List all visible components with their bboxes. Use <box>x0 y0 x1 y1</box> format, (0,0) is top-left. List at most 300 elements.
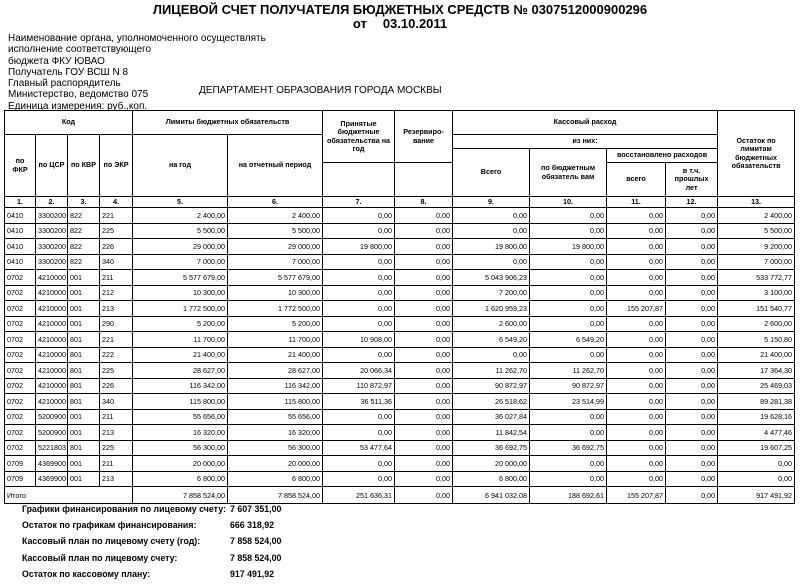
table-row <box>5 456 795 472</box>
table-cell: 0,00 <box>395 270 453 286</box>
table-cell: 4369900 <box>36 456 68 472</box>
table-cell: 0,00 <box>607 254 666 270</box>
table-cell: 0,00 <box>395 239 453 255</box>
table-cell: 2 400,00 <box>133 208 228 224</box>
table-cell: 001 <box>68 409 100 425</box>
table-cell: 0,00 <box>530 208 607 224</box>
table-cell: 222 <box>100 347 133 363</box>
table-cell: 11 700,00 <box>228 332 323 348</box>
table-cell: 20 000,00 <box>133 456 228 472</box>
info-line: Наименование органа, уполномоченного осуществлять <box>8 33 266 44</box>
table-cell: 0702 <box>5 316 36 332</box>
table-cell: 0,00 <box>323 316 395 332</box>
summary-value: 7 607 351,00 <box>230 504 282 514</box>
header-kod: Код <box>5 111 133 135</box>
table-cell: 2 400,00 <box>718 208 795 224</box>
header-of-them: из них: <box>453 135 718 149</box>
table-cell: 801 <box>68 363 100 379</box>
table-cell: 801 <box>68 347 100 363</box>
table-cell: 7 000,00 <box>228 254 323 270</box>
table-cell: 26 518,62 <box>453 394 530 410</box>
table-cell: 212 <box>100 285 133 301</box>
table-cell: 0,00 <box>666 440 718 456</box>
table-cell: 0702 <box>5 425 36 441</box>
table-cell: 19 800,00 <box>530 239 607 255</box>
table-cell: 0702 <box>5 394 36 410</box>
table-cell: 11 700,00 <box>133 332 228 348</box>
table-cell: 53 477,64 <box>323 440 395 456</box>
table-cell: 290 <box>100 316 133 332</box>
table-cell: 19 607,25 <box>718 440 795 456</box>
summary-value: 666 318,92 <box>230 520 275 531</box>
table-row <box>5 378 795 394</box>
table-cell: 0,00 <box>530 316 607 332</box>
header-reserve: Резервиро-вание <box>395 111 453 163</box>
table-cell: 0,00 <box>666 425 718 441</box>
table-cell: 21 400,00 <box>718 347 795 363</box>
totals-cell: 0,00 <box>666 487 718 504</box>
column-number: 10. <box>530 197 607 208</box>
table-cell: 0,00 <box>323 425 395 441</box>
table-cell: 0,00 <box>607 394 666 410</box>
table-cell: 4210000 <box>36 394 68 410</box>
table-cell: 0,00 <box>323 301 395 317</box>
table-cell: 001 <box>68 270 100 286</box>
table-cell: 16 320,00 <box>133 425 228 441</box>
table-cell: 11 842,54 <box>453 425 530 441</box>
totals-cell: 6 941 032,08 <box>453 487 530 504</box>
column-number: 12. <box>666 197 718 208</box>
table-cell: 533 772,77 <box>718 270 795 286</box>
table-cell: 0,00 <box>718 471 795 487</box>
table-cell: 19 800,00 <box>453 239 530 255</box>
table-cell: 0,00 <box>453 208 530 224</box>
table-cell: 20 000,00 <box>228 456 323 472</box>
table-cell: 2 600,00 <box>453 316 530 332</box>
summary-label: Графики финансирования по лицевому счету: <box>22 504 226 514</box>
table-cell: 0702 <box>5 270 36 286</box>
header-fkr: по ФКР <box>5 135 36 197</box>
table-cell: 0,00 <box>323 254 395 270</box>
table-cell: 0,00 <box>666 332 718 348</box>
totals-cell: 155 207,87 <box>607 487 666 504</box>
table-cell: 6 549,20 <box>530 332 607 348</box>
table-cell: 0,00 <box>323 208 395 224</box>
table-cell: 213 <box>100 301 133 317</box>
table-row <box>5 440 795 456</box>
header-limits: Лимиты бюджетных обязательств <box>133 111 323 135</box>
column-number: 1. <box>5 197 36 208</box>
table-cell: 213 <box>100 425 133 441</box>
table-cell: 0,00 <box>666 363 718 379</box>
table-cell: 0,00 <box>530 223 607 239</box>
table-cell: 0,00 <box>666 285 718 301</box>
table-cell: 0,00 <box>453 347 530 363</box>
table-cell: 001 <box>68 425 100 441</box>
header-period: на отчетный период <box>228 135 323 197</box>
table-cell: 3300200 <box>36 239 68 255</box>
table-cell: 29 000,00 <box>133 239 228 255</box>
table-cell: 0,00 <box>395 301 453 317</box>
column-number: 6. <box>228 197 323 208</box>
table-cell: 0,00 <box>530 254 607 270</box>
table-cell: 0,00 <box>323 347 395 363</box>
table-cell: 116 342,00 <box>133 378 228 394</box>
table-cell: 0,00 <box>607 363 666 379</box>
table-cell: 0,00 <box>607 378 666 394</box>
table-cell: 0,00 <box>395 378 453 394</box>
table-row <box>5 223 795 239</box>
date-prefix: от <box>352 16 367 31</box>
table-cell: 5221803 <box>36 440 68 456</box>
table-cell: 4210000 <box>36 378 68 394</box>
table-row <box>5 347 795 363</box>
header-year: на год <box>133 135 228 197</box>
table-cell: 0,00 <box>666 223 718 239</box>
table-cell: 4210000 <box>36 285 68 301</box>
table-cell: 0,00 <box>666 208 718 224</box>
table-cell: 0,00 <box>453 254 530 270</box>
column-number: 3. <box>68 197 100 208</box>
table-cell: 0,00 <box>530 409 607 425</box>
table-cell: 225 <box>100 223 133 239</box>
summary-label: Остаток по графикам финансирования: <box>22 520 197 531</box>
table-cell: 0,00 <box>666 471 718 487</box>
table-cell: 0,00 <box>666 254 718 270</box>
table-cell: 211 <box>100 409 133 425</box>
table-cell: 28 627,00 <box>133 363 228 379</box>
header-info <box>8 33 266 112</box>
table-cell: 7 000,00 <box>718 254 795 270</box>
table-cell: 5200900 <box>36 425 68 441</box>
table-cell: 0410 <box>5 239 36 255</box>
table-cell: 0,00 <box>607 425 666 441</box>
table-cell: 822 <box>68 239 100 255</box>
table-cell: 4210000 <box>36 316 68 332</box>
table-cell: 110 872,97 <box>323 378 395 394</box>
table-cell: 211 <box>100 456 133 472</box>
table-cell: 0,00 <box>323 456 395 472</box>
info-line: исполнение соответствующего <box>8 44 152 56</box>
table-cell: 0,00 <box>530 301 607 317</box>
table-cell: 0,00 <box>607 316 666 332</box>
table-cell: 5 500,00 <box>718 223 795 239</box>
table-cell: 226 <box>100 239 133 255</box>
table-cell: 0,00 <box>718 456 795 472</box>
table-cell: 0,00 <box>607 332 666 348</box>
header-restored-past: в т.ч. прошлых лет <box>666 163 718 197</box>
table-cell: 0,00 <box>666 394 718 410</box>
table-cell: 0,00 <box>530 270 607 286</box>
table-row <box>5 285 795 301</box>
table-row <box>5 270 795 286</box>
column-number: 5. <box>133 197 228 208</box>
table-cell: 340 <box>100 394 133 410</box>
table-cell: 155 207,87 <box>607 301 666 317</box>
column-number: 11. <box>607 197 666 208</box>
table-cell: 801 <box>68 332 100 348</box>
table-cell: 226 <box>100 378 133 394</box>
header-csr: по ЦСР <box>36 135 68 197</box>
totals-cell: 917 491,92 <box>718 487 795 504</box>
table-cell: 0,00 <box>395 223 453 239</box>
totals-cell: 7 858 524,00 <box>133 487 228 504</box>
table-cell: 2 600,00 <box>718 316 795 332</box>
table-cell: 19 628,16 <box>718 409 795 425</box>
table-cell: 0,00 <box>666 456 718 472</box>
column-number: 7. <box>323 197 395 208</box>
table-cell: 0,00 <box>395 471 453 487</box>
table-cell: 10 300,00 <box>228 285 323 301</box>
totals-row <box>5 487 795 504</box>
table-cell: 0,00 <box>530 347 607 363</box>
header-restored-total: всего <box>607 163 666 197</box>
table-row <box>5 394 795 410</box>
table-cell: 4 477,46 <box>718 425 795 441</box>
table-cell: 0,00 <box>453 223 530 239</box>
table-cell: 6 800,00 <box>228 471 323 487</box>
table-cell: 0,00 <box>530 456 607 472</box>
table-cell: 6 800,00 <box>133 471 228 487</box>
table-cell: 3300200 <box>36 223 68 239</box>
header-remainder: Остаток по лимитам бюджетных обязательств <box>718 111 795 197</box>
header-reserve-spacer <box>395 163 453 197</box>
table-cell: 221 <box>100 332 133 348</box>
table-cell: 11 262,70 <box>530 363 607 379</box>
summary-label: Кассовый план по лицевому счету (год): <box>22 536 201 547</box>
table-cell: 4369900 <box>36 471 68 487</box>
table-cell: 822 <box>68 223 100 239</box>
totals-cell: 7 858 524,00 <box>228 487 323 504</box>
table-cell: 001 <box>68 456 100 472</box>
table-cell: 0,00 <box>666 239 718 255</box>
header-cash-total: Всего <box>453 149 530 197</box>
table-cell: 001 <box>68 471 100 487</box>
table-cell: 0410 <box>5 208 36 224</box>
table-cell: 4210000 <box>36 301 68 317</box>
table-cell: 5200900 <box>36 409 68 425</box>
table-cell: 5 150,80 <box>718 332 795 348</box>
table-cell: 0,00 <box>323 409 395 425</box>
table-cell: 20 000,00 <box>453 456 530 472</box>
table-cell: 90 872,97 <box>453 378 530 394</box>
header-kvr: по КВР <box>68 135 100 197</box>
table-row <box>5 471 795 487</box>
column-number: 9. <box>453 197 530 208</box>
table-cell: 822 <box>68 254 100 270</box>
table-cell: 0,00 <box>395 363 453 379</box>
header-by-obligations: по бюджетным обязатель вам <box>530 149 607 197</box>
table-cell: 151 540,77 <box>718 301 795 317</box>
table-cell: 0,00 <box>323 471 395 487</box>
summary-value: 7 858 524,00 <box>230 536 282 547</box>
table-row <box>5 409 795 425</box>
table-cell: 3300200 <box>36 254 68 270</box>
table-cell: 0,00 <box>666 270 718 286</box>
account-table <box>4 110 795 504</box>
table-cell: 5 500,00 <box>228 223 323 239</box>
table-cell: 5 200,00 <box>228 316 323 332</box>
table-cell: 5 043 906,23 <box>453 270 530 286</box>
totals-cell: 188 692,61 <box>530 487 607 504</box>
table-cell: 0,00 <box>395 208 453 224</box>
table-cell: 1 620 959,23 <box>453 301 530 317</box>
table-cell: 16 320,00 <box>228 425 323 441</box>
column-number: 13. <box>718 197 795 208</box>
table-cell: 17 364,30 <box>718 363 795 379</box>
table-cell: 20 066,34 <box>323 363 395 379</box>
table-cell: 7 000,00 <box>133 254 228 270</box>
table-cell: 0,00 <box>395 332 453 348</box>
table-cell: 36 511,36 <box>323 394 395 410</box>
table-cell: 23 514,99 <box>530 394 607 410</box>
table-cell: 1 772 500,00 <box>133 301 228 317</box>
header-cash: Кассовый расход <box>453 111 718 135</box>
table-cell: 0,00 <box>395 409 453 425</box>
table-cell: 0,00 <box>666 409 718 425</box>
table-cell: 0702 <box>5 363 36 379</box>
table-cell: 001 <box>68 301 100 317</box>
table-cell: 4210000 <box>36 363 68 379</box>
table-cell: 1 772 500,00 <box>228 301 323 317</box>
summary-label: Остаток по кассовому плану: <box>22 568 151 579</box>
table-cell: 2 400,00 <box>228 208 323 224</box>
table-cell: 001 <box>68 285 100 301</box>
table-cell: 0,00 <box>395 456 453 472</box>
info-line: Главный распорядитель <box>8 78 121 90</box>
table-cell: 0,00 <box>607 409 666 425</box>
table-cell: 0,00 <box>530 425 607 441</box>
table-cell: 221 <box>100 208 133 224</box>
totals-cell: 0,00 <box>395 487 453 504</box>
table-cell: 0702 <box>5 332 36 348</box>
table-cell: 5 577 679,00 <box>133 270 228 286</box>
table-cell: 0,00 <box>666 301 718 317</box>
column-number: 4. <box>100 197 133 208</box>
table-cell: 19 800,00 <box>323 239 395 255</box>
table-cell: 5 500,00 <box>133 223 228 239</box>
table-cell: 0702 <box>5 378 36 394</box>
table-cell: 28 627,00 <box>228 363 323 379</box>
table-cell: 0,00 <box>607 456 666 472</box>
table-cell: 36 692,75 <box>453 440 530 456</box>
table-row <box>5 208 795 224</box>
summary-label: Кассовый план по лицевому счету: <box>22 552 178 563</box>
table-cell: 6 800,00 <box>453 471 530 487</box>
table-cell: 10 300,00 <box>133 285 228 301</box>
table-cell: 0702 <box>5 409 36 425</box>
table-cell: 0,00 <box>666 316 718 332</box>
table-cell: 6 549,20 <box>453 332 530 348</box>
table-cell: 0,00 <box>666 347 718 363</box>
info-line: бюджета ФКУ ЮВАО <box>8 55 105 67</box>
document-title: ЛИЦЕВОЙ СЧЕТ ПОЛУЧАТЕЛЯ БЮДЖЕТНЫХ СРЕДСТВ № 0307512000900296 <box>152 2 648 17</box>
table-row <box>5 301 795 317</box>
table-cell: 0,00 <box>323 223 395 239</box>
table-cell: 90 872,97 <box>530 378 607 394</box>
table-cell: 0,00 <box>395 316 453 332</box>
table-cell: 0,00 <box>607 270 666 286</box>
table-cell: 0,00 <box>323 285 395 301</box>
table-cell: 0,00 <box>323 270 395 286</box>
table-cell: 5 200,00 <box>133 316 228 332</box>
table-cell: 36 692,75 <box>530 440 607 456</box>
table-cell: 0,00 <box>607 347 666 363</box>
info-line: Министерство, ведомство 075 <box>8 89 149 101</box>
header-accepted-spacer <box>323 163 395 197</box>
totals-cell: 251 636,31 <box>323 487 395 504</box>
table-cell: 3300200 <box>36 208 68 224</box>
column-number-row <box>5 197 795 208</box>
table-cell: 0,00 <box>666 378 718 394</box>
table-cell: 0,00 <box>530 471 607 487</box>
table-cell: 0,00 <box>530 285 607 301</box>
table-row <box>5 316 795 332</box>
info-line: Единица измерения: руб.,коп. <box>8 100 148 112</box>
document-date-line <box>0 17 800 31</box>
table-cell: 822 <box>68 208 100 224</box>
totals-label: Итого <box>5 487 133 504</box>
info-line: Получатель ГОУ ВСШ N 8 <box>8 66 129 78</box>
table-cell: 116 342,00 <box>228 378 323 394</box>
table-row <box>5 332 795 348</box>
table-cell: 36 027,84 <box>453 409 530 425</box>
table-cell: 55 656,00 <box>133 409 228 425</box>
table-cell: 56 300,00 <box>133 440 228 456</box>
table-cell: 225 <box>100 440 133 456</box>
table-cell: 4210000 <box>36 332 68 348</box>
table-cell: 11 262,70 <box>453 363 530 379</box>
table-cell: 115 800,00 <box>228 394 323 410</box>
table-cell: 7 200,00 <box>453 285 530 301</box>
table-cell: 0,00 <box>395 285 453 301</box>
table-cell: 0,00 <box>395 440 453 456</box>
table-cell: 0709 <box>5 471 36 487</box>
header-ekr: по ЭКР <box>100 135 133 197</box>
table-cell: 213 <box>100 471 133 487</box>
summary-value: 917 491,92 <box>230 568 275 579</box>
table-cell: 801 <box>68 378 100 394</box>
table-cell: 0410 <box>5 254 36 270</box>
table-cell: 4210000 <box>36 347 68 363</box>
summary-value: 7 858 524,00 <box>230 552 282 563</box>
column-number: 8. <box>395 197 453 208</box>
table-cell: 0,00 <box>395 425 453 441</box>
document-date: 03.10.2011 <box>382 16 448 31</box>
table-cell: 001 <box>68 316 100 332</box>
table-cell: 4210000 <box>36 270 68 286</box>
table-cell: 25 469,03 <box>718 378 795 394</box>
table-cell: 55 656,00 <box>228 409 323 425</box>
table-cell: 225 <box>100 363 133 379</box>
table-cell: 21 400,00 <box>228 347 323 363</box>
table-cell: 0,00 <box>607 285 666 301</box>
table-cell: 29 000,00 <box>228 239 323 255</box>
table-cell: 0702 <box>5 347 36 363</box>
table-cell: 0,00 <box>395 254 453 270</box>
table-cell: 0,00 <box>607 223 666 239</box>
table-cell: 0702 <box>5 285 36 301</box>
header-restored: восстановлено расходов <box>607 149 718 163</box>
table-cell: 0,00 <box>607 239 666 255</box>
table-cell: 0,00 <box>607 208 666 224</box>
table-cell: 211 <box>100 270 133 286</box>
table-cell: 801 <box>68 394 100 410</box>
table-row <box>5 363 795 379</box>
table-cell: 10 908,00 <box>323 332 395 348</box>
table-cell: 0,00 <box>607 440 666 456</box>
table-cell: 89 281,38 <box>718 394 795 410</box>
